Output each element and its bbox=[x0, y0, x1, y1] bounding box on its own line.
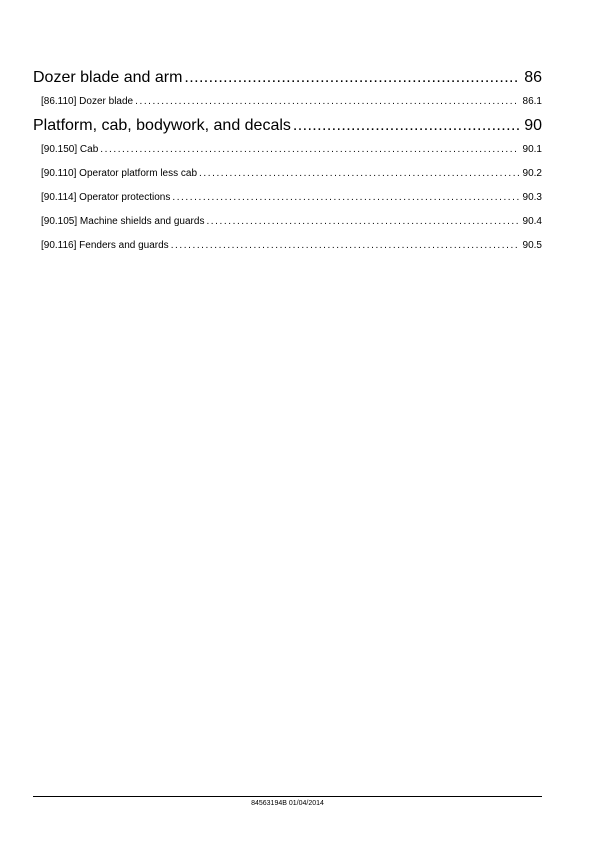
toc-entry-title: [90.114] Operator protections bbox=[41, 192, 171, 203]
toc-section-entry[interactable] bbox=[33, 114, 542, 138]
toc-subsection-entry[interactable] bbox=[33, 138, 542, 162]
dot-leader bbox=[135, 90, 518, 114]
toc-page-number: 86 bbox=[524, 69, 542, 86]
toc-entry-title: Dozer blade and arm bbox=[33, 69, 183, 86]
toc-page-number: 90.5 bbox=[522, 240, 542, 251]
toc-entry-title: Platform, cab, bodywork, and decals bbox=[33, 117, 291, 134]
toc-page-number: 90.1 bbox=[522, 144, 542, 155]
toc-subsection-entry[interactable] bbox=[33, 210, 542, 234]
dot-leader bbox=[184, 66, 520, 90]
toc-entry-title: [90.116] Fenders and guards bbox=[41, 240, 169, 251]
table-of-contents bbox=[33, 66, 542, 258]
toc-page-number: 90.4 bbox=[522, 216, 542, 227]
toc-entry-title: [90.110] Operator platform less cab bbox=[41, 168, 198, 179]
toc-page-number: 86.1 bbox=[522, 96, 542, 107]
dot-leader bbox=[172, 186, 518, 210]
toc-subsection-entry[interactable] bbox=[33, 90, 542, 114]
toc-section-entry[interactable] bbox=[33, 66, 542, 90]
toc-entry-title: [86.110] Dozer blade bbox=[41, 96, 134, 107]
toc-subsection-entry[interactable] bbox=[33, 162, 542, 186]
dot-leader bbox=[171, 234, 519, 258]
dot-leader bbox=[199, 162, 519, 186]
toc-page-number: 90 bbox=[524, 117, 542, 134]
toc-entry-title: [90.105] Machine shields and guards bbox=[41, 216, 205, 227]
toc-page-number: 90.2 bbox=[522, 168, 542, 179]
dot-leader bbox=[293, 114, 520, 138]
dot-leader bbox=[100, 138, 518, 162]
toc-subsection-entry[interactable] bbox=[33, 234, 542, 258]
toc-entry-title: [90.150] Cab bbox=[41, 144, 99, 155]
dot-leader bbox=[206, 210, 518, 234]
footer-divider bbox=[33, 796, 542, 797]
toc-page-number: 90.3 bbox=[522, 192, 542, 203]
footer-doc-id: 84563194B 01/04/2014 bbox=[251, 800, 324, 807]
toc-subsection-entry[interactable] bbox=[33, 186, 542, 210]
